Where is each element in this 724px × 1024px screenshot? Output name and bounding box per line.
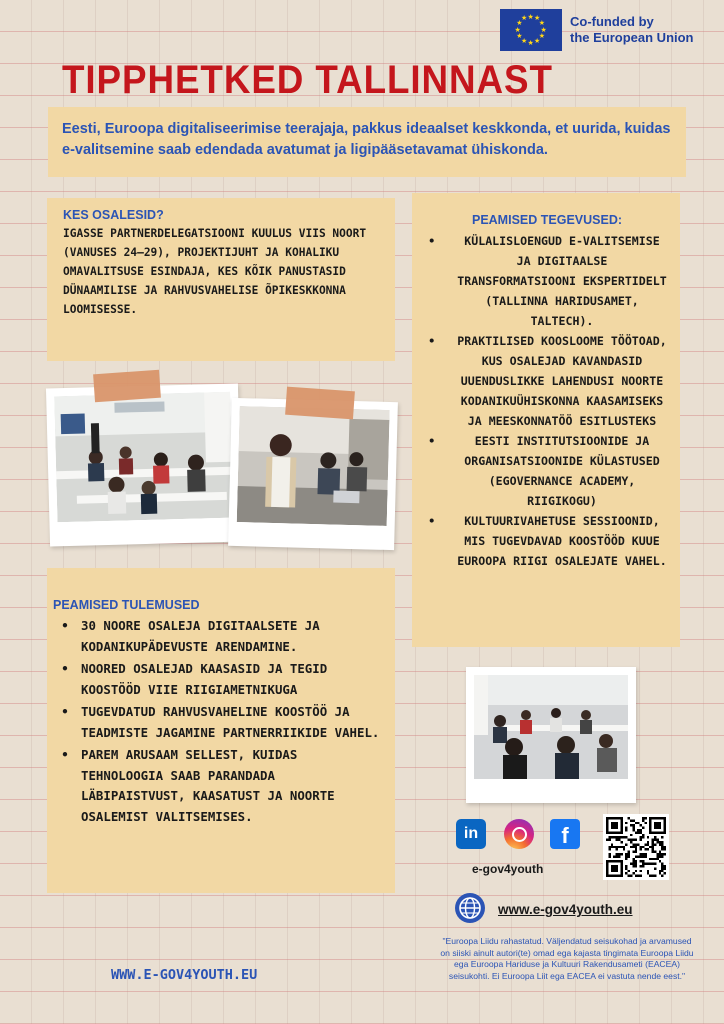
eu-star-icon: ★: [534, 36, 541, 45]
eu-star-icon: ★: [540, 25, 547, 34]
participants-box: [47, 198, 395, 361]
facebook-icon[interactable]: [550, 819, 580, 849]
photo-classroom-group: [466, 667, 636, 803]
list-item: • TUGEVDATUD RAHVUSVAHELINE KOOSTÖÖ JA TEADMISTE JAGAMINE PARTNERRIIKIDE VAHEL.: [53, 702, 381, 743]
eu-star-icon: ★: [521, 14, 528, 23]
website-link[interactable]: www.e-gov4youth.eu: [498, 902, 633, 917]
eu-star-icon: ★: [516, 19, 523, 27]
list-item: • PAREM ARUSAAM SELLEST, KUIDAS TEHNOLOOGIA SAAB PARANDADA LÄBIPAISTVUST, KAASATUST JA NOORTE OSALEMIST VALITSEMISES.: [53, 745, 381, 827]
footer-website-link[interactable]: WWW.E-GOV4YOUTH.EU: [111, 967, 258, 983]
photo-presentation: [228, 398, 398, 550]
linkedin-glyph: in: [463, 825, 479, 842]
list-item: • KULTUURIVAHETUSE SESSIOONID, MIS TUGEVDAVAD KOOSTÖÖD KUUE EUROOPA RIIGI OSALEJATE VAHEL.: [424, 511, 670, 571]
eu-disclaimer: "Euroopa Liidu rahastatud. Väljendatud seisukohad ja arvamused on siiski ainult autori(te) omad ega kajasta tingimata Euroopa Liidu ega Euroopa Hariduse ja Kultuuri Rakendusameti (EACEA) seisukohti. Ei Euroopa Liit ega EACEA ei vastuta nende eest.": [440, 936, 694, 981]
activities-box: [412, 193, 680, 647]
eu-star-icon: ★: [514, 25, 521, 34]
instagram-icon[interactable]: [504, 819, 534, 849]
photo-tape: [285, 387, 355, 420]
eu-cofunded-text: [570, 14, 694, 46]
eu-star-icon: ★: [527, 12, 534, 21]
photo-lecture-room: [46, 384, 242, 547]
page-title: TIPPHETKED TALLINNAST: [62, 58, 553, 102]
eu-star-icon: ★: [538, 32, 546, 40]
eu-star-icon: ★: [534, 14, 541, 23]
activities-heading: PEAMISED TEGEVUSED:: [471, 213, 623, 227]
list-item: • PRAKTILISED KOOSLOOME TÖÖTOAD, KUS OSALEJAD KAVANDASID UUENDUSLIKKE LAHENDUSI NOORTE KODANIKUÜHISKONNA KAASAMISEKS JA MEESKONNATÖÖ ESITLUSTEKS: [424, 331, 670, 431]
linkedin-icon[interactable]: [456, 819, 486, 849]
photo-image: [237, 406, 390, 526]
results-heading: PEAMISED TULEMUSED: [53, 598, 200, 612]
facebook-glyph: f: [561, 823, 569, 848]
qr-code-icon[interactable]: [603, 814, 669, 880]
eu-cofunded-badge: [500, 8, 715, 52]
eu-line1: Co-funded by: [570, 14, 654, 29]
photo-tape: [93, 370, 161, 403]
globe-icon: [455, 893, 485, 923]
eu-star-icon: ★: [521, 36, 528, 45]
participants-text: IGASSE PARTNERDELEGATSIOONI KUULUS VIIS NOORT (VANUSES 24–29), PROJEKTIJUHT JA KOHALIKU OMAVALITSUSE ESINDAJA, KES KÕIK PANUSTASID DÜNAAMILISE JA RAHVUSVAHELISE ÕPIKESKKONNA LOOMISESSE.: [63, 227, 367, 316]
eu-line2: the European Union: [570, 30, 694, 45]
activities-list: [424, 231, 670, 571]
photo-image: [54, 392, 233, 523]
results-box: [47, 568, 395, 893]
eu-flag-icon: [500, 9, 562, 51]
instagram-ring: [512, 827, 527, 842]
eu-star-icon: ★: [527, 38, 534, 47]
intro-text: Eesti, Euroopa digitaliseerimise teerajaja, pakkus ideaalset keskkonda, et uurida, kuidas e-valitsemine saab edendada avatumat ja ligipääsetavamat ühiskonda.: [48, 107, 686, 177]
participants-heading: KES OSALESID?: [63, 208, 164, 222]
eu-star-icon: ★: [538, 19, 546, 27]
social-handle: e-gov4youth: [472, 862, 544, 876]
list-item: • 30 NOORE OSALEJA DIGITAALSETE JA KODANIKUPÄDEVUSTE ARENDAMINE.: [53, 616, 381, 657]
list-item: • EESTI INSTITUTSIOONIDE JA ORGANISATSIOONIDE KÜLASTUSED (EGOVERNANCE ACADEMY, RIIGIKOGU): [424, 431, 670, 511]
list-item: • KÜLALISLOENGUD E-VALITSEMISE JA DIGITAALSE TRANSFORMATSIOONI EKSPERTIDELT (TALLINNA HARIDUSAMET, TALTECH).: [424, 231, 670, 331]
list-item: • NOORED OSALEJAD KAASASID JA TEGID KOOSTÖÖD VIIE RIIGIAMETNIKUGA: [53, 659, 381, 700]
eu-star-icon: ★: [516, 32, 523, 40]
results-list: [53, 616, 381, 827]
photo-image: [474, 675, 628, 779]
